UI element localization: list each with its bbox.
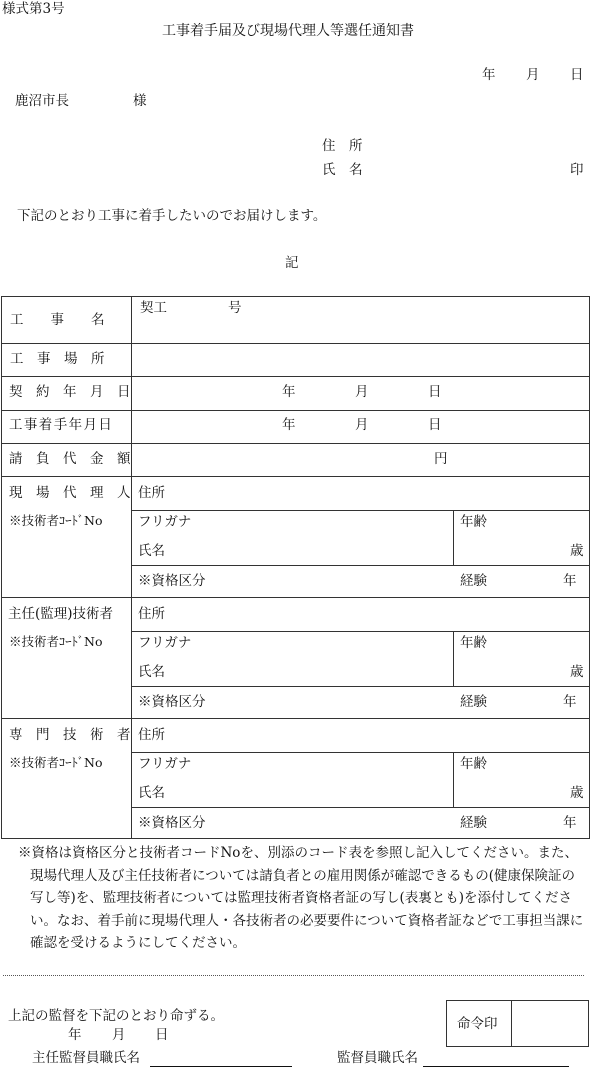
row-divider [1, 343, 590, 344]
person-role: 専 門 技 術 者 [9, 727, 131, 743]
chief-supervisor-line[interactable] [150, 1066, 292, 1067]
dotted-separator [3, 975, 584, 976]
inner-vdivider [453, 752, 454, 807]
document-title: 工事着手届及び現場代理人等選任通知書 [162, 23, 414, 39]
table-border-right [589, 296, 590, 839]
supervision-text: 上記の監督を下記のとおり命ずる。 [8, 1008, 224, 1024]
table-label-divider [131, 296, 132, 839]
field-qualification: ※資格区分 [138, 694, 206, 710]
field-experience: 経験 [460, 573, 487, 589]
person-code-label: ※技術者ｺｰﾄﾞNo [9, 513, 103, 528]
label-work-name: 工 事 名 [10, 312, 105, 328]
field-qualification: ※資格区分 [138, 573, 206, 589]
start-date-day: 日 [428, 417, 442, 433]
inner-vdivider [453, 510, 454, 565]
inner-divider [131, 752, 590, 753]
table-border-left [1, 296, 2, 839]
label-work-place: 工 事 場 所 [10, 351, 105, 367]
label-start-date: 工事着手年月日 [9, 417, 114, 433]
field-address: 住所 [138, 606, 165, 622]
field-experience-unit: 年 [563, 815, 577, 831]
row-divider [1, 718, 590, 719]
supervision-month: 月 [112, 1027, 126, 1043]
field-age: 年齢 [460, 635, 487, 651]
field-furigana: フリガナ [138, 635, 192, 651]
person-role: 主任(監理)技術者 [8, 606, 114, 622]
table-border-bottom [1, 838, 590, 839]
work-name-prefix: 契工 [140, 300, 167, 316]
field-name: 氏名 [138, 664, 165, 680]
field-experience: 経験 [460, 815, 487, 831]
field-experience-unit: 年 [563, 573, 577, 589]
person-role: 現 場 代 理 人 [9, 485, 131, 501]
field-experience-unit: 年 [563, 694, 577, 710]
supervisor-line[interactable] [423, 1066, 569, 1067]
applicant-name-label: 氏 名 [322, 162, 363, 178]
supervisor-label: 監督員職氏名 [337, 1050, 418, 1066]
date-year: 年 [482, 67, 496, 83]
inner-divider [131, 631, 590, 632]
table-border-top [1, 296, 590, 297]
work-name-suffix: 号 [228, 300, 242, 316]
chief-supervisor-label: 主任監督員職氏名 [32, 1050, 140, 1066]
label-contract-amount: 請 負 代 金 額 [9, 451, 131, 467]
order-seal-label: 命令印 [457, 1016, 498, 1032]
inner-divider [131, 565, 590, 566]
inner-vdivider [453, 631, 454, 686]
field-age-unit: 歳 [570, 785, 584, 801]
field-age-unit: 歳 [570, 543, 584, 559]
field-name: 氏名 [138, 785, 165, 801]
person-code-label: ※技術者ｺｰﾄﾞNo [9, 755, 103, 770]
field-furigana: フリガナ [138, 756, 192, 772]
field-qualification: ※資格区分 [138, 815, 206, 831]
seal-box-divider [511, 1001, 512, 1046]
contract-date-year: 年 [282, 384, 296, 400]
applicant-seal: 印 [570, 162, 584, 178]
field-age: 年齢 [460, 514, 487, 530]
row-divider [1, 410, 590, 411]
date-day: 日 [570, 67, 584, 83]
start-date-year: 年 [282, 417, 296, 433]
field-address: 住所 [138, 485, 165, 501]
field-experience: 経験 [460, 694, 487, 710]
addressee-name: 鹿沼市長 [15, 93, 69, 109]
field-age: 年齢 [460, 756, 487, 772]
inner-divider [131, 510, 590, 511]
note-text: ※資格は資格区分と技術者コードNoを、別添のコード表を参照し記入してください。また、現場代理人及び主任技術者については請負者との雇用関係が確認できるもの(健康保険証の写し等)を、監理技術者については監理技術者資格者証の写し(表裏とも)を添付してください。なお、着手前に現場代理人・各技術者の必要要件について資格者証などで工事担当課に確認を受けるようにしてください。 [18, 845, 584, 951]
label-contract-date: 契 約 年 月 日 [9, 384, 131, 400]
field-address: 住所 [138, 727, 165, 743]
field-name: 氏名 [138, 543, 165, 559]
contract-date-month: 月 [355, 384, 369, 400]
supervision-day: 日 [155, 1027, 169, 1043]
row-divider [1, 376, 590, 377]
row-divider [1, 476, 590, 477]
start-date-month: 月 [355, 417, 369, 433]
field-furigana: フリガナ [138, 514, 192, 530]
form-number: 様式第3号 [2, 1, 65, 17]
person-code-label: ※技術者ｺｰﾄﾞNo [9, 634, 103, 649]
ki-heading: 記 [285, 255, 299, 271]
addressee-honorific: 様 [133, 93, 147, 109]
row-divider [1, 443, 590, 444]
order-seal-box [446, 1000, 589, 1047]
qualification-note [18, 842, 586, 955]
intro-text: 下記のとおり工事に着手したいのでお届けします。 [17, 208, 327, 224]
contract-amount-yen: 円 [434, 451, 448, 467]
supervision-year: 年 [68, 1027, 82, 1043]
row-divider [1, 597, 590, 598]
field-age-unit: 歳 [570, 664, 584, 680]
date-month: 月 [526, 67, 540, 83]
applicant-address-label: 住 所 [322, 138, 363, 154]
inner-divider [131, 807, 590, 808]
contract-date-day: 日 [428, 384, 442, 400]
inner-divider [131, 686, 590, 687]
